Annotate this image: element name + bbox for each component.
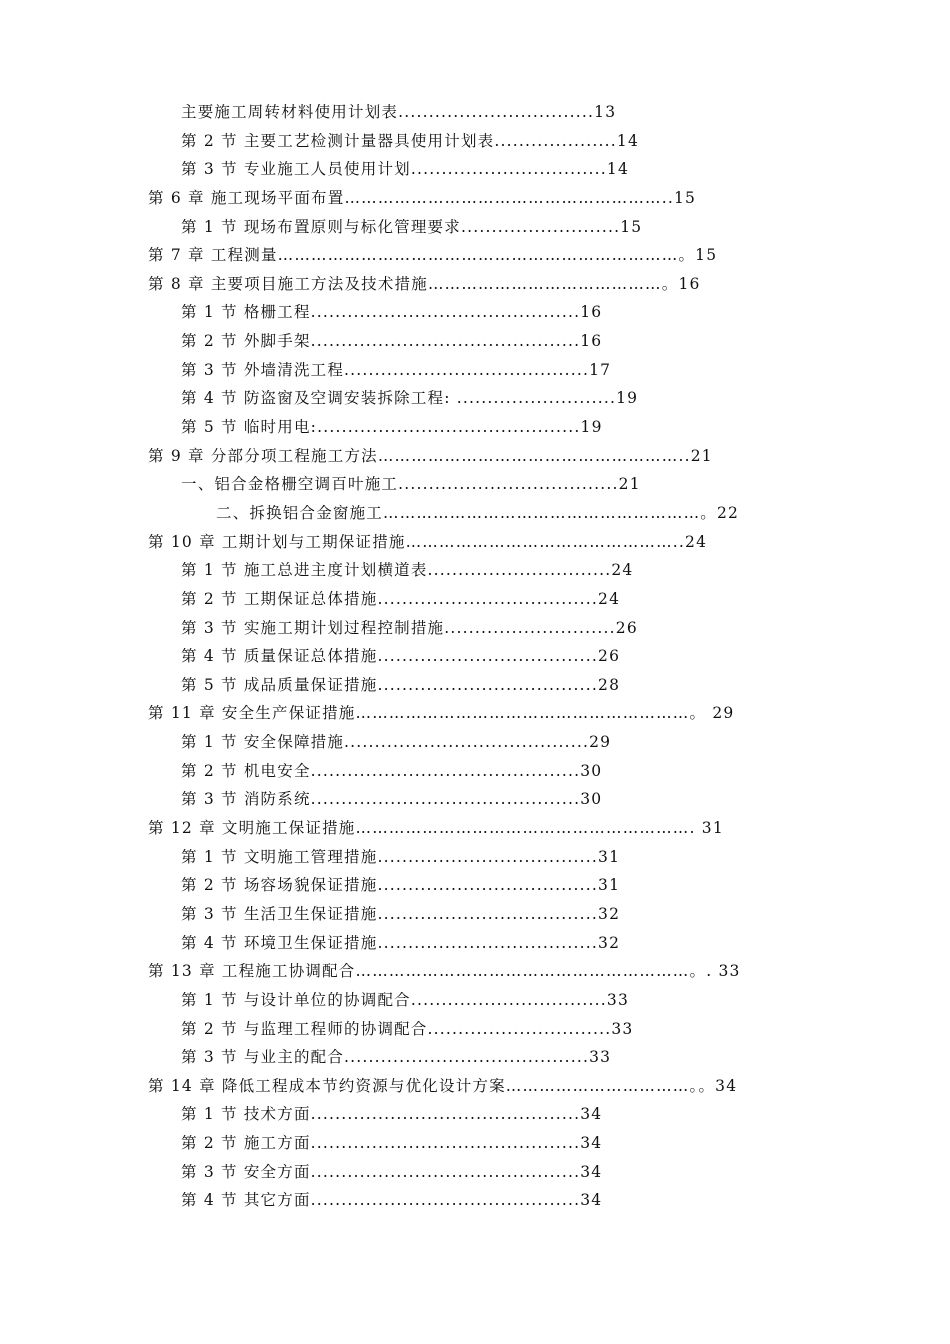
- toc-entry-text: 第 8 章 主要项目施工方法及技术措施……………………………………。16: [148, 274, 701, 293]
- toc-entry[interactable]: [0, 556, 950, 585]
- toc-entry[interactable]: [0, 1043, 950, 1072]
- toc-entry[interactable]: [0, 528, 950, 557]
- toc-entry[interactable]: [0, 871, 950, 900]
- toc-entry[interactable]: [0, 327, 950, 356]
- toc-entry-text: 第 2 节 主要工艺检测计量器具使用计划表....................14: [181, 131, 640, 150]
- toc-entry-text: 主要施工周转材料使用计划表................................13: [181, 103, 617, 121]
- toc-entry-text: 第 1 节 技术方面............................................34: [181, 1105, 603, 1124]
- toc-entry-text: 第 1 节 与设计单位的协调配合................................33: [181, 990, 630, 1009]
- toc-entry[interactable]: [0, 298, 950, 327]
- toc-entry[interactable]: [0, 728, 950, 757]
- toc-entry[interactable]: [0, 1100, 950, 1129]
- toc-entry[interactable]: [0, 614, 950, 643]
- toc-entry[interactable]: [0, 929, 950, 958]
- toc-entry-text: 第 1 节 现场布置原则与标化管理要求..........................15: [181, 217, 643, 236]
- toc-entry-text: 第 3 节 生活卫生保证措施....................................32: [181, 904, 621, 923]
- toc-entry-text: 第 1 节 施工总进主度计划横道表..............................24: [181, 561, 634, 580]
- toc-entry-text: 第 4 节 防盗窗及空调安装拆除工程: ..........................19: [181, 389, 639, 408]
- toc-entry-text: 第 1 节 安全保障措施........................................29: [181, 733, 612, 752]
- toc-entry-text: 第 1 节 文明施工管理措施....................................31: [181, 847, 621, 866]
- toc-entry-text: 第 2 节 工期保证总体措施....................................24: [181, 589, 621, 608]
- toc-entry-text: 第 5 节 临时用电:...........................................19: [181, 418, 603, 437]
- toc-entry-text: 第 3 节 实施工期计划过程控制措施............................26: [181, 618, 638, 637]
- toc-entry-text: 第 9 章 分部分项工程施工方法………………………………………………..21: [148, 446, 713, 465]
- toc-entry[interactable]: [0, 442, 950, 471]
- toc-entry[interactable]: [0, 757, 950, 786]
- toc-entry-text: 第 2 节 与监理工程师的协调配合..............................33: [181, 1019, 634, 1038]
- toc-entry-text: 第 3 节 外墙清洗工程........................................17: [181, 360, 612, 379]
- toc-entry-text: 第 5 节 成品质量保证措施....................................28: [181, 675, 621, 694]
- toc-entry-text: 第 2 节 场容场貌保证措施....................................31: [181, 876, 621, 895]
- toc-entry[interactable]: [0, 785, 950, 814]
- toc-entry-text: 一、铝合金格栅空调百叶施工....................................21: [181, 475, 641, 494]
- toc-entry[interactable]: [0, 814, 950, 843]
- toc-entry[interactable]: [0, 270, 950, 299]
- toc-entry[interactable]: [0, 384, 950, 413]
- toc-entry-text: 第 7 章 工程测量………………………………………………………………。15: [148, 246, 718, 265]
- toc-entry[interactable]: [0, 642, 950, 671]
- toc-entry-text: 第 3 节 安全方面............................................34: [181, 1162, 603, 1181]
- toc-entry-text: 第 10 章 工期计划与工期保证措施…………………………………………..24: [148, 532, 708, 551]
- toc-entry[interactable]: [0, 213, 950, 242]
- toc-entry-text: 第 2 节 机电安全............................................30: [181, 761, 603, 780]
- toc-entry-text: 第 4 节 质量保证总体措施....................................26: [181, 647, 621, 666]
- toc-entry[interactable]: [0, 98, 950, 127]
- toc-entry[interactable]: [0, 1186, 950, 1215]
- toc-entry[interactable]: [0, 957, 950, 986]
- table-of-contents: [0, 98, 950, 1215]
- toc-entry[interactable]: [0, 1129, 950, 1158]
- toc-entry-text: 第 11 章 安全生产保证措施……………………………………………………。 29: [148, 704, 735, 723]
- toc-entry[interactable]: [0, 470, 950, 499]
- toc-entry[interactable]: [0, 585, 950, 614]
- toc-entry-text: 第 3 节 专业施工人员使用计划................................14: [181, 160, 630, 179]
- toc-entry[interactable]: [0, 986, 950, 1015]
- toc-entry[interactable]: [0, 699, 950, 728]
- toc-entry-text: 第 2 节 外脚手架............................................16: [181, 332, 603, 351]
- toc-entry-text: 第 4 节 其它方面............................................34: [181, 1191, 603, 1210]
- toc-entry-text: 第 3 节 与业主的配合........................................33: [181, 1048, 612, 1067]
- toc-entry-text: 第 4 节 环境卫生保证措施....................................32: [181, 933, 621, 952]
- toc-entry-text: 第 2 节 施工方面............................................34: [181, 1134, 603, 1153]
- toc-entry-text: 第 6 章 施工现场平面布置…………………………………………………..15: [148, 188, 697, 207]
- toc-entry[interactable]: [0, 241, 950, 270]
- toc-entry[interactable]: [0, 900, 950, 929]
- toc-entry[interactable]: [0, 356, 950, 385]
- toc-entry-text: 二、拆换铝合金窗施工…………………………………………………。22: [216, 503, 740, 522]
- toc-entry[interactable]: [0, 413, 950, 442]
- toc-entry[interactable]: [0, 155, 950, 184]
- toc-entry-text: 第 12 章 文明施工保证措施……………………………………………………. 31: [148, 819, 724, 838]
- toc-entry-text: 第 13 章 工程施工协调配合……………………………………………………。. 33: [148, 962, 741, 981]
- toc-entry[interactable]: [0, 1072, 950, 1101]
- toc-entry[interactable]: [0, 127, 950, 156]
- toc-entry-text: 第 3 节 消防系统............................................30: [181, 790, 603, 809]
- toc-entry-text: 第 1 节 格栅工程............................................16: [181, 303, 603, 322]
- toc-entry[interactable]: [0, 843, 950, 872]
- toc-entry[interactable]: [0, 1158, 950, 1187]
- toc-entry[interactable]: [0, 499, 950, 528]
- toc-entry[interactable]: [0, 184, 950, 213]
- toc-entry[interactable]: [0, 1015, 950, 1044]
- toc-entry-text: 第 14 章 降低工程成本节约资源与优化设计方案……………………………。。34: [148, 1076, 738, 1095]
- toc-entry[interactable]: [0, 671, 950, 700]
